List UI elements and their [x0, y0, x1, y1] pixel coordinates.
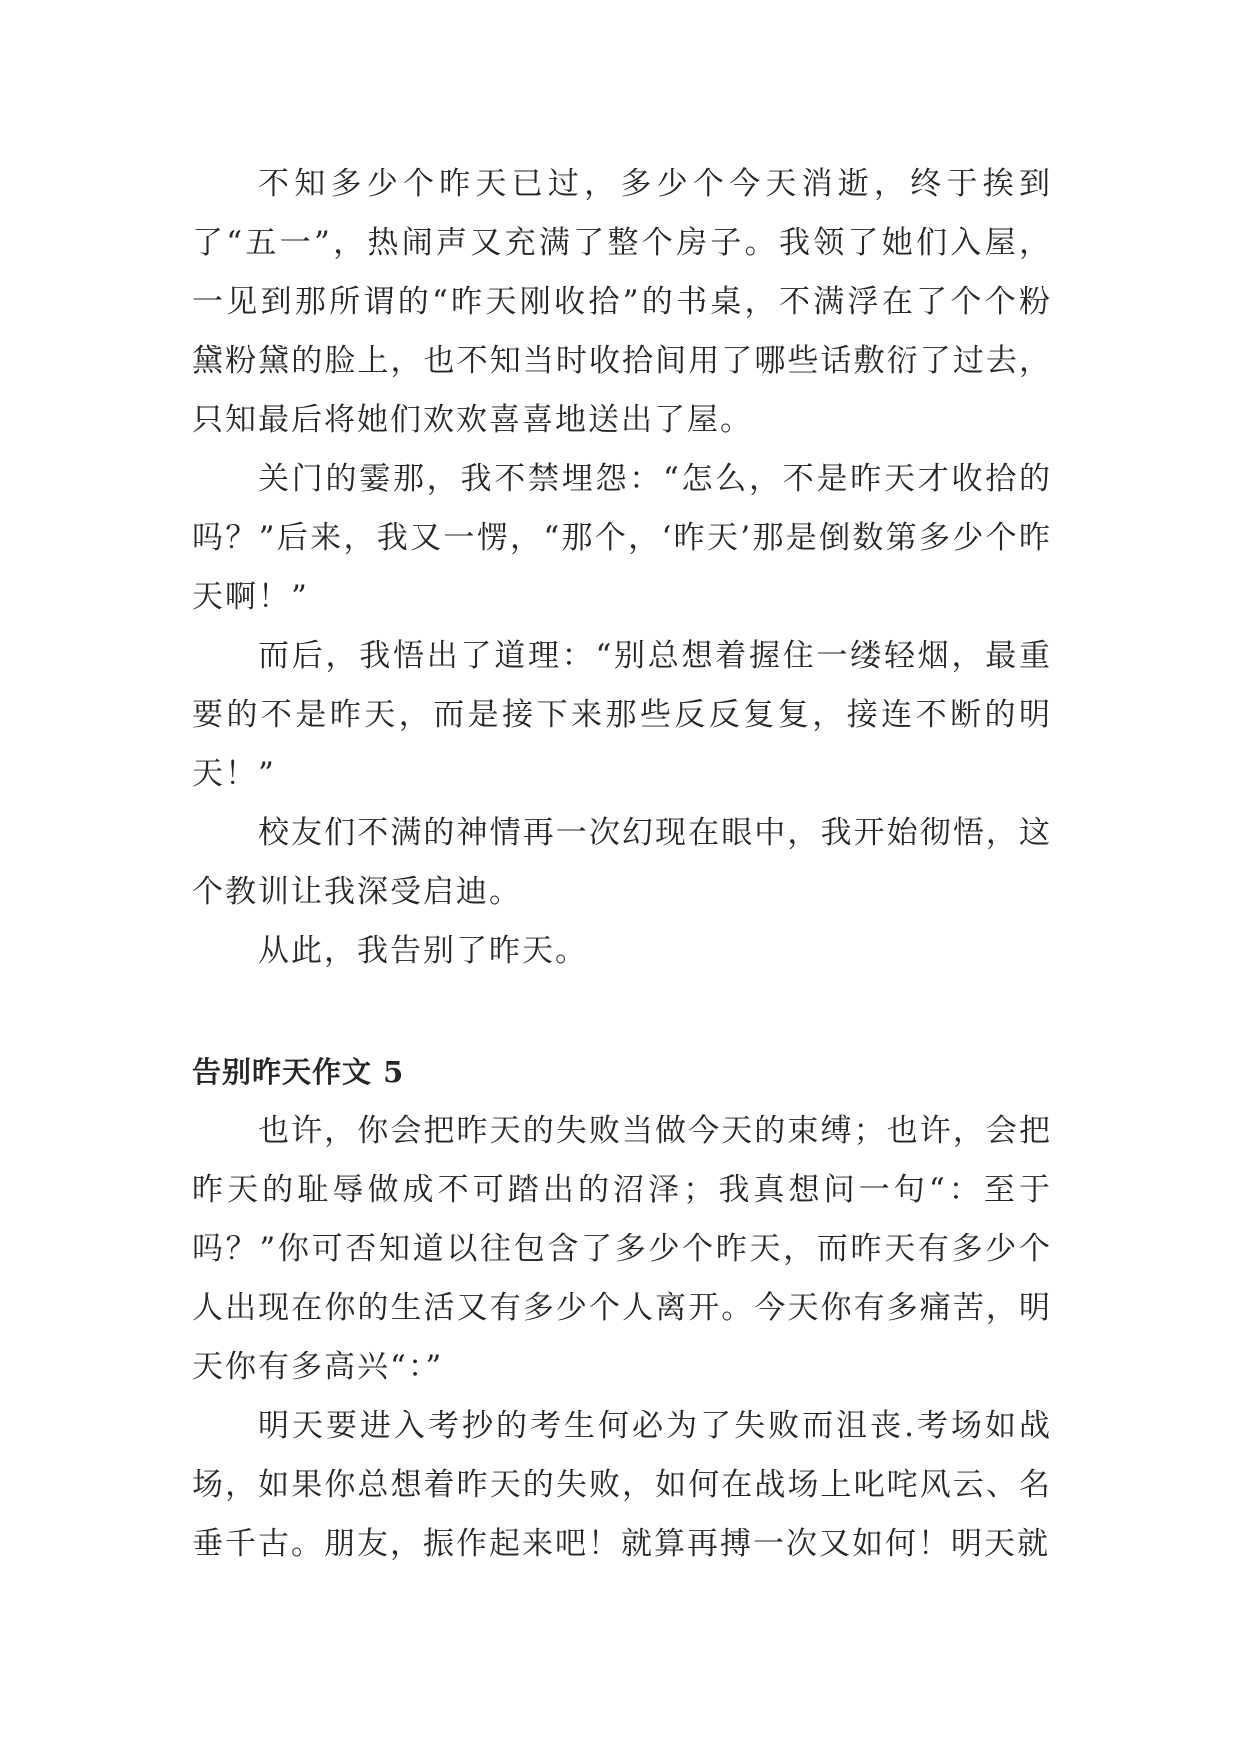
document-body	[192, 155, 1052, 1574]
essay-section-4-ending	[192, 155, 1052, 981]
paragraph: 关门的霎那，我不禁埋怨：“怎么，不是昨天才收拾的吗？”后来，我又一愣，“那个，‘昨天’那是倒数第多少个昨天啊！”	[192, 461, 1052, 615]
paragraph: 也许，你会把昨天的失败当做今天的束缚；也许，会把昨天的耻辱做成不可踏出的沼泽；我真想问一句“：至于吗？”你可否知道以往包含了多少个昨天，而昨天有多少个人出现在你的生活又有多少个人离开。今天你有多痛苦，明天你有多高兴“：”	[192, 1113, 1052, 1385]
paragraph: 明天要进入考抄的考生何必为了失败而沮丧.考场如战场，如果你总想着昨天的失败，如何在战场上叱咤风云、名垂千古。朋友，振作起来吧！就算再搏一次又如何！明天就	[192, 1408, 1052, 1562]
section-spacer	[192, 981, 1052, 1043]
essay-section-5	[192, 1043, 1052, 1574]
paragraph: 不知多少个昨天已过，多少个今天消逝，终于挨到了“五一”，热闹声又充满了整个房子。我领了她们入屋，一见到那所谓的“昨天刚收拾”的书桌，不满浮在了个个粉黛粉黛的脸上，也不知当时收拾间用了哪些话敷衍了过去，只知最后将她们欢欢喜喜地送出了屋。	[192, 166, 1052, 438]
paragraph: 从此，我告别了昨天。	[258, 933, 588, 969]
paragraph: 校友们不满的神情再一次幻现在眼中，我开始彻悟，这个教训让我深受启迪。	[192, 815, 1052, 910]
paragraph: 而后，我悟出了道理：“别总想着握住一缕轻烟，最重要的不是昨天，而是接下来那些反反复复，接连不断的明天！”	[192, 638, 1052, 792]
essay-heading: 告别昨天作文 5	[192, 1055, 405, 1089]
